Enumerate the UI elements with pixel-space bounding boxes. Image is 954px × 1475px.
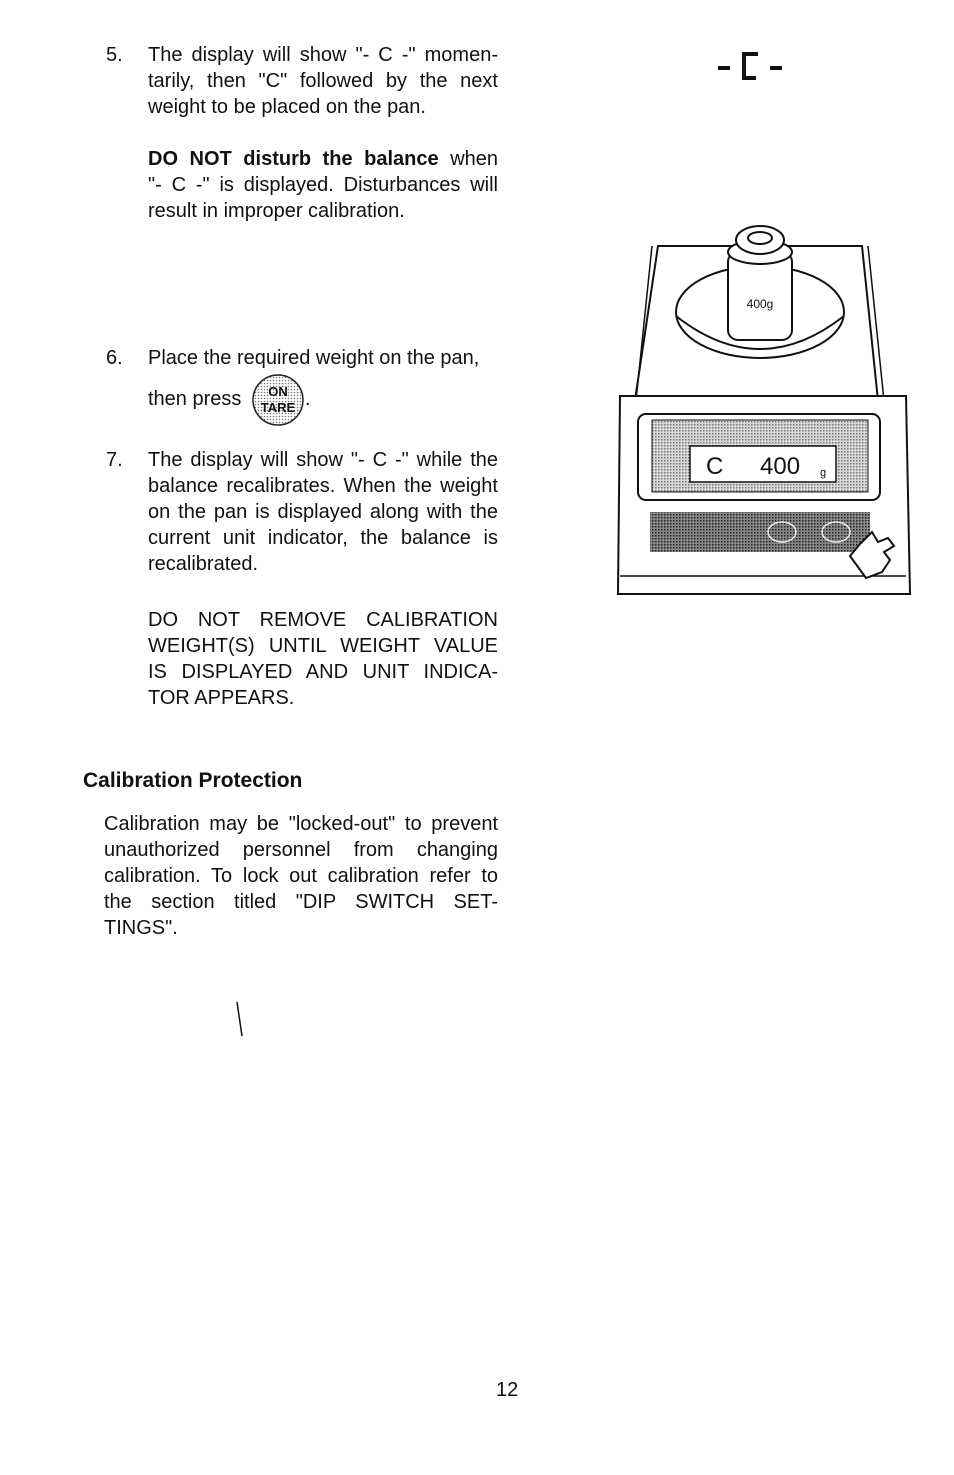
step-7-text [148, 447, 498, 577]
on-label: ON [268, 383, 288, 399]
page-number: 12 [496, 1379, 519, 1401]
warning-line: "- C -" is displayed. Disturbances will [148, 174, 498, 196]
step-6-press-line [148, 370, 498, 428]
lcd-value: 400 [760, 453, 801, 480]
balance-illustration [610, 220, 920, 600]
step-5-warning [148, 146, 498, 224]
then-press-label: then press [148, 388, 242, 410]
lcd-unit: g [820, 467, 827, 479]
warning-first-line [148, 146, 498, 172]
period: . [304, 388, 311, 410]
step-5-line: The display will show "- C -" momen- [148, 44, 498, 66]
caution-line: DO NOT REMOVE CALIBRATION [148, 609, 498, 631]
warning-rest: when [450, 148, 498, 170]
caution-line: TOR APPEARS. [148, 687, 295, 709]
section-heading: Calibration Protection [83, 769, 303, 792]
warning-line: result in improper calibration. [148, 200, 405, 222]
weight-label: 400g [746, 297, 774, 311]
section-line: calibration. To lock out calibration refer to [104, 865, 498, 887]
step-6-line: Place the required weight on the pan, [148, 347, 480, 369]
step-7-line: recalibrated. [148, 553, 259, 575]
stray-mark [234, 1000, 246, 1040]
step-6-text [148, 345, 498, 371]
step-6-number: 6. [106, 347, 123, 369]
keypad [650, 512, 870, 552]
lcd-mode: C [706, 453, 724, 480]
step-5-line: tarily, then "C" followed by the next [148, 70, 498, 92]
section-line: TINGS". [104, 917, 178, 939]
step-5-text [148, 42, 498, 120]
step-7-line: balance recalibrates. When the weight [148, 475, 498, 497]
calibration-weight-icon [728, 226, 792, 340]
caution-line: WEIGHT(S) UNTIL WEIGHT VALUE [148, 635, 498, 657]
step-7-line: current unit indicator, the balance is [148, 527, 498, 549]
step-7-line: The display will show "- C -" while the [148, 449, 498, 471]
section-line: the section titled "DIP SWITCH SET- [104, 891, 498, 913]
on-tare-button-icon [251, 373, 305, 427]
step-7-caution [148, 607, 498, 711]
section-body [104, 811, 498, 941]
step-5-number: 5. [106, 44, 123, 66]
step-7-number: 7. [106, 449, 123, 471]
caution-line: IS DISPLAYED AND UNIT INDICA- [148, 661, 498, 683]
step-7-line: on the pan is displayed along with the [148, 501, 498, 523]
step-5-line: weight to be placed on the pan. [148, 96, 426, 118]
tare-label: TARE [260, 399, 296, 415]
calibration-display-symbol [716, 44, 786, 88]
section-line: unauthorized personnel from changing [104, 839, 498, 861]
section-line: Calibration may be "locked-out" to prevent [104, 813, 498, 835]
warning-bold: DO NOT disturb the balance [148, 148, 439, 170]
